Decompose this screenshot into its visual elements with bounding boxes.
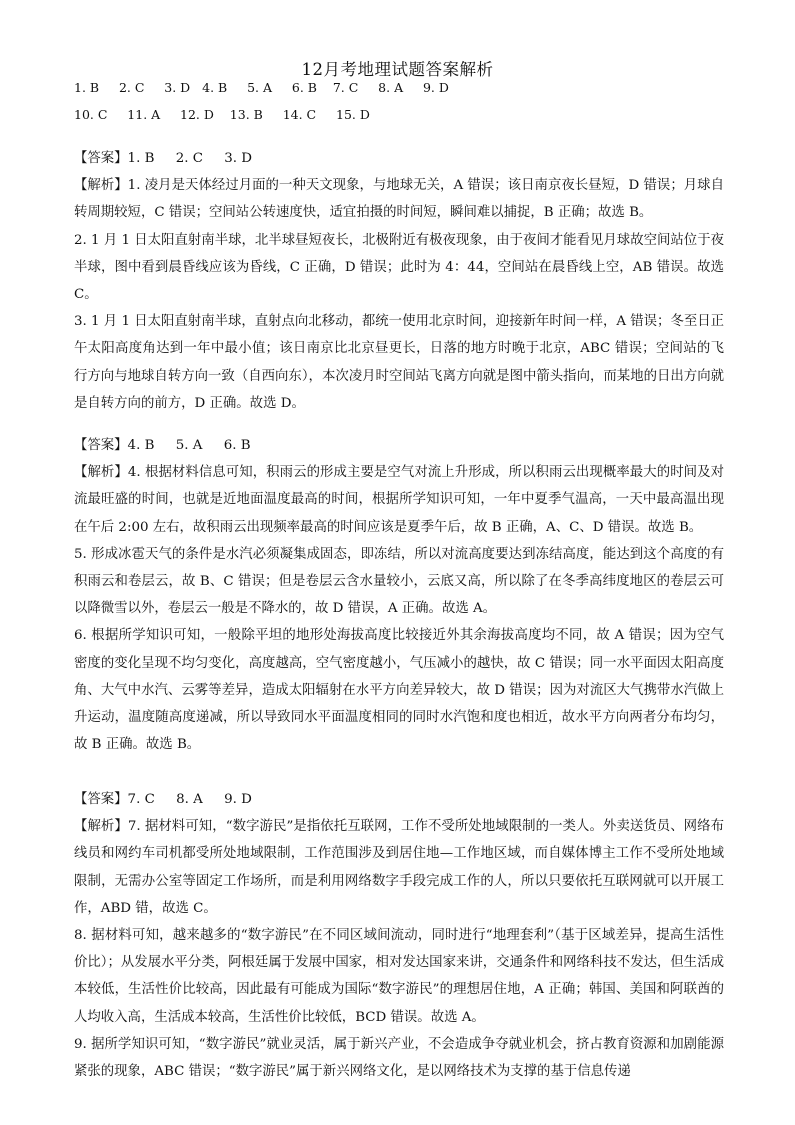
explanation-section-1 — [74, 145, 724, 417]
explanation-section-2 — [74, 432, 724, 758]
explanation-paragraph: 2. 1 月 1 日太阳直射南半球，北半球昼短夜长，北极附近有极夜现象，由于夜间才能看见月球故空间站位于夜半球，图中看到晨昏线应该为昏线，C 正确，D 错误；此时为 4：44，空间站在晨昏线上空，AB 错误。故选 C。 — [74, 232, 724, 303]
answer-key-row-2: 10. C 11. A 12. D 13. B 14. C 15. D — [74, 107, 370, 122]
explanation-section-3 — [74, 786, 724, 1085]
explanation-paragraph: 8. 据材料可知，越来越多的“数字游民”在不同区域间流动，同时进行“地理套利”（基于区域差异，提高生活性价比）；从发展水平分类，阿根廷属于发展中国家，相对发达国家来讲，交通条件和网络科技不发达，但生活成本较低，生活性价比较高，因此最有可能成为国际“数字游民”的理想居住地，A 正确；韩国、美国和阿联酋的人均收入高，生活成本较高，生活性价比较低，BCD 错误。故选 A。 — [74, 928, 724, 1025]
answer-key-row-1: 1. B 2. C 3. D 4. B 5. A 6. B 7. C 8. A 9. D — [74, 80, 449, 95]
section-answer: 【答案】1. B 2. C 3. D — [74, 151, 253, 166]
section-answer: 【答案】4. B 5. A 6. B — [74, 438, 251, 453]
explanation-paragraph: 5. 形成冰雹天气的条件是水汽必须凝集成固态，即冻结，所以对流高度要达到冻结高度，能达到这个高度的有积雨云和卷层云，故 B、C 错误；但是卷层云含水量较小，云底又高，所以除了在冬季高纬度地区的卷层云可以降微雪以外，卷层云一般是不降水的，故 D 错误，A 正确。故选 A。 — [74, 546, 724, 617]
section-answer: 【答案】7. C 8. A 9. D — [74, 792, 252, 807]
explanation-paragraph: 【解析】1. 凌月是天体经过月面的一种天文现象，与地球无关，A 错误；该日南京夜长昼短，D 错误；月球自转周期较短，C 错误；空间站公转速度快，适宜拍摄的时间短，瞬间难以捕捉，B 正确；故选 B。 — [74, 178, 724, 221]
explanation-paragraph: 9. 据所学知识可知，“数字游民”就业灵活，属于新兴产业，不会造成争夺就业机会，挤占教育资源和加剧能源紧张的现象，ABC 错误；“数字游民”属于新兴网络文化，是以网络技术为支撑的基于信息传递 — [74, 1036, 724, 1080]
explanation-paragraph: 【解析】4. 根据材料信息可知，积雨云的形成主要是空气对流上升形成，所以积雨云出现概率最大的时间及对流最旺盛的时间，也就是近地面温度最高的时间，根据所学知识可知，一年中夏季气温高，一天中最高温出现在午后 2:00 左右，故积雨云出现频率最高的时间应该是夏季午后，故 B 正确，A、C、D 错误。故选 B。 — [74, 465, 724, 535]
explanation-paragraph: 【解析】7. 据材料可知，“数字游民”是指依托互联网，工作不受所处地域限制的一类人。外卖送货员、网络布线员和网约车司机都受所处地域限制，工作范围涉及到居住地—工作地区域，而自媒体博主工作不受所处地域限制，无需办公室等固定工作场所，而是利用网络数字手段完成工作的人，所以只要依托互联网就可以开展工作，ABD 错，故选 C。 — [74, 819, 724, 916]
page-title: 12月考地理试题答案解析 — [301, 60, 494, 79]
explanation-paragraph: 3. 1 月 1 日太阳直射南半球，直射点向北移动，都统一使用北京时间，迎接新年时间一样，A 错误；冬至日正午太阳高度角达到一年中最小值；该日南京比北京昼更长，日落的地方时晚于北京，ABC 错误；空间站的飞行方向与地球自转方向一致（自西向东），本次凌月时空间站飞离方向就是图中箭头指向，而某地的日出方向就是自转方向的前方，D 正确。故选 D。 — [74, 314, 724, 411]
explanation-paragraph: 6. 根据所学知识可知，一般除平坦的地形处海拔高度比较接近外其余海拔高度均不同，故 A 错误；因为空气密度的变化呈现不均匀变化，高度越高，空气密度越小，气压减小的越快，故 C 错误；同一水平面因太阳高度角、大气中水汽、云雾等差异，造成太阳辐射在水平方向差异较大，故 D 错误；因为对流区大气携带水汽做上升运动，温度随高度递减，所以导致同水平面温度相同的同时水汽饱和度也相近，故水平方向两者分布均匀，故 B 正确。故选 B。 — [74, 628, 724, 753]
